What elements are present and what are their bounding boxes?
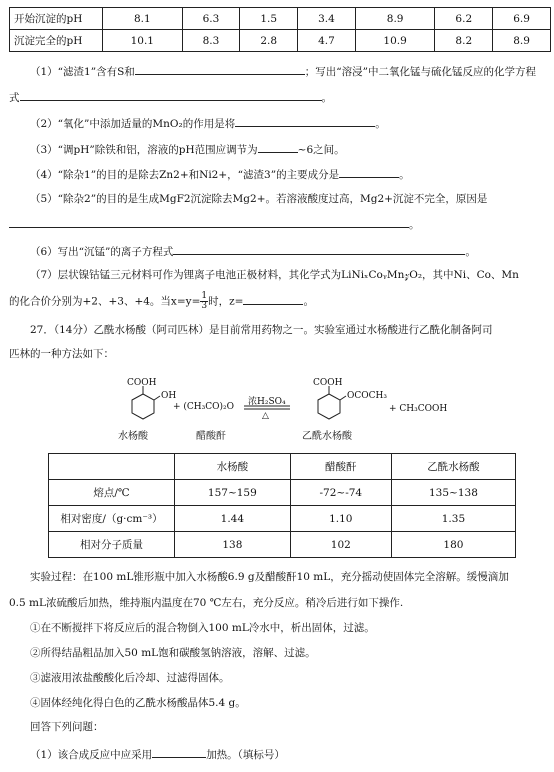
question-7-cont: [9, 292, 314, 311]
table-cell: 3.4: [298, 8, 356, 30]
table-row: [49, 506, 516, 532]
answer-blank[interactable]: [243, 293, 303, 305]
q1-text-d: 。: [321, 92, 332, 104]
table-cell: 10.9: [355, 30, 435, 52]
q2-text: （2）“氧化”中添加适量的MnO₂的作用是将: [30, 118, 236, 130]
question-1-cont: [9, 89, 332, 105]
table-row: [49, 480, 516, 506]
table-row: [49, 532, 516, 558]
q3-text-b: ~6之间。: [297, 144, 345, 156]
row-label: 熔点/℃: [49, 480, 175, 506]
answer-blank[interactable]: [339, 166, 399, 178]
question-6: [30, 243, 476, 259]
header-cell: 水杨酸: [175, 454, 291, 480]
row-label: 相对密度/（g·cm⁻³）: [49, 506, 175, 532]
table-cell: 138: [175, 532, 291, 558]
experiment-text-cont: 0.5 mL浓硫酸后加热，维持瓶内温度在70 ℃左右，充分反应。稍冷后进行如下操作.: [9, 597, 404, 609]
table-header-row: [49, 454, 516, 480]
q5-text: （5）“除杂2”的目的是生成MgF2沉淀除去Mg2+。若溶液酸度过高，Mg2+沉淀不完全，原因是: [30, 193, 488, 205]
table-cell: 6.9: [493, 8, 551, 30]
q7-text-b: 的化合价分别为+2、+3、+4。当x=y=: [9, 295, 201, 308]
a1-text-b: 加热。（填标号）: [206, 749, 285, 761]
table-cell: 180: [391, 532, 515, 558]
table-cell: 6.2: [435, 8, 493, 30]
step-3: ③滤液用浓盐酸酸化后冷却、过滤得固体。: [30, 672, 230, 684]
table-cell: 1.35: [391, 506, 515, 532]
step-2: ②所得结晶粗品加入50 mL饱和碳酸氢钠溶液，溶解、过滤。: [30, 647, 316, 659]
step-1: ①在不断搅拌下将反应后的混合物倒入100 mL冷水中，析出固体，过滤。: [30, 622, 375, 634]
q7-text-d: 。: [303, 295, 314, 308]
cooh-label-2: COOH: [313, 378, 343, 388]
answer-blank[interactable]: [235, 115, 375, 127]
answer-question-1: [30, 746, 285, 762]
q6-text: （6）写出“沉锰”的离子方程式: [30, 246, 174, 258]
benzene-ring-2: [318, 394, 340, 419]
header-cell: 醋酸酐: [290, 454, 391, 480]
answer-intro: 回答下列问题：: [30, 721, 104, 733]
fraction-denominator: 3: [201, 301, 208, 311]
table-cell: 6.3: [182, 8, 240, 30]
question-3: [30, 141, 345, 157]
q7-text-c: 时，z=: [208, 295, 244, 308]
answer-blank[interactable]: [20, 89, 322, 101]
question-7: [30, 268, 519, 282]
table-cell: 1.10: [290, 506, 391, 532]
product-label: + CH₃COOH: [389, 404, 448, 414]
q2-text-b: 。: [375, 118, 386, 130]
heat-symbol: △: [262, 411, 269, 421]
header-cell: [49, 454, 175, 480]
question-5-cont: [9, 216, 420, 232]
step-4: ④固体经纯化得白色的乙酰水杨酸晶体5.4 g。: [30, 697, 246, 709]
table-cell: 1.5: [240, 8, 298, 30]
reagent-label: + (CH₃CO)₂O: [173, 402, 235, 412]
oh-label: OH: [161, 391, 177, 401]
q5-text-b: 。: [409, 219, 420, 231]
row-label: 沉淀完全的pH: [10, 30, 103, 52]
compound-name: 醋酸酐: [196, 431, 226, 442]
q7-text: （7）层状镍钴锰三元材料可作为锂离子电池正极材料，其化学式为LiNiₓCoᵧMn𝓏O₂，其中Ni、Co、Mn: [30, 269, 519, 281]
table-cell: 8.3: [182, 30, 240, 52]
table-cell: 4.7: [298, 30, 356, 52]
table-row: [10, 8, 551, 30]
ph-table: [9, 7, 551, 52]
row-label: 相对分子质量: [49, 532, 175, 558]
q6-text-b: 。: [465, 246, 476, 258]
properties-table: [48, 453, 516, 558]
reaction-structures: [0, 378, 554, 440]
experiment-text: 实验过程：在100 mL锥形瓶中加入水杨酸6.9 g及醋酸酐10 mL，充分摇动使固体完全溶解。缓慢滴加: [30, 571, 509, 583]
q4-text-b: 。: [399, 169, 410, 181]
reaction-scheme: [0, 378, 554, 440]
table-cell: 10.1: [103, 30, 183, 52]
answer-blank[interactable]: [152, 746, 206, 758]
q3-text: （3）“调pH”除铁和铝，溶液的pH范围应调节为: [30, 144, 258, 156]
q1-text-c: 式: [9, 92, 20, 104]
question-4: [30, 166, 410, 182]
table-cell: -72~-74: [290, 480, 391, 506]
table-cell: 1.44: [175, 506, 291, 532]
benzene-ring-1: [132, 394, 154, 419]
question-1: [30, 63, 536, 79]
answer-blank[interactable]: [173, 243, 465, 255]
q1-text-b: ；写出“溶浸”中二氧化锰与硫化锰反应的化学方程: [304, 66, 537, 78]
compound-name: 乙酰水杨酸: [302, 431, 352, 442]
table-cell: 8.9: [355, 8, 435, 30]
q1-text: （1）“滤渣1”含有S和: [30, 66, 135, 78]
table-cell: 2.8: [240, 30, 298, 52]
answer-blank[interactable]: [9, 216, 409, 228]
table-cell: 102: [290, 532, 391, 558]
fraction-numerator: 1: [201, 291, 208, 301]
fraction: [200, 292, 208, 311]
compound-name: 水杨酸: [118, 431, 148, 442]
question-27-intro-cont: 匹林的一种方法如下：: [9, 348, 114, 360]
q4-text: （4）“除杂1”的目的是除去Zn2+和Ni2+，“滤渣3”的主要成分是: [30, 169, 340, 181]
table-cell: 8.9: [493, 30, 551, 52]
table-row: [10, 30, 551, 52]
question-2: [30, 115, 386, 131]
answer-blank[interactable]: [135, 63, 305, 75]
a1-text: （1）该合成反应中应采用: [30, 749, 153, 761]
table-cell: 135~138: [391, 480, 515, 506]
row-label: 开始沉淀的pH: [10, 8, 103, 30]
question-27-intro: 27．（14分）乙酰水杨酸（阿司匹林）是目前常用药物之一。实验室通过水杨酸进行乙酰化制备阿司: [30, 324, 493, 336]
answer-blank[interactable]: [258, 141, 298, 153]
question-5: [30, 192, 487, 206]
table-cell: 157~159: [175, 480, 291, 506]
condition-label: 浓H₂SO₄: [248, 397, 286, 407]
ococh3-label: OCOCH₃: [347, 391, 387, 401]
cooh-label: COOH: [127, 378, 157, 388]
header-cell: 乙酰水杨酸: [391, 454, 515, 480]
table-cell: 8.2: [435, 30, 493, 52]
table-cell: 8.1: [103, 8, 183, 30]
